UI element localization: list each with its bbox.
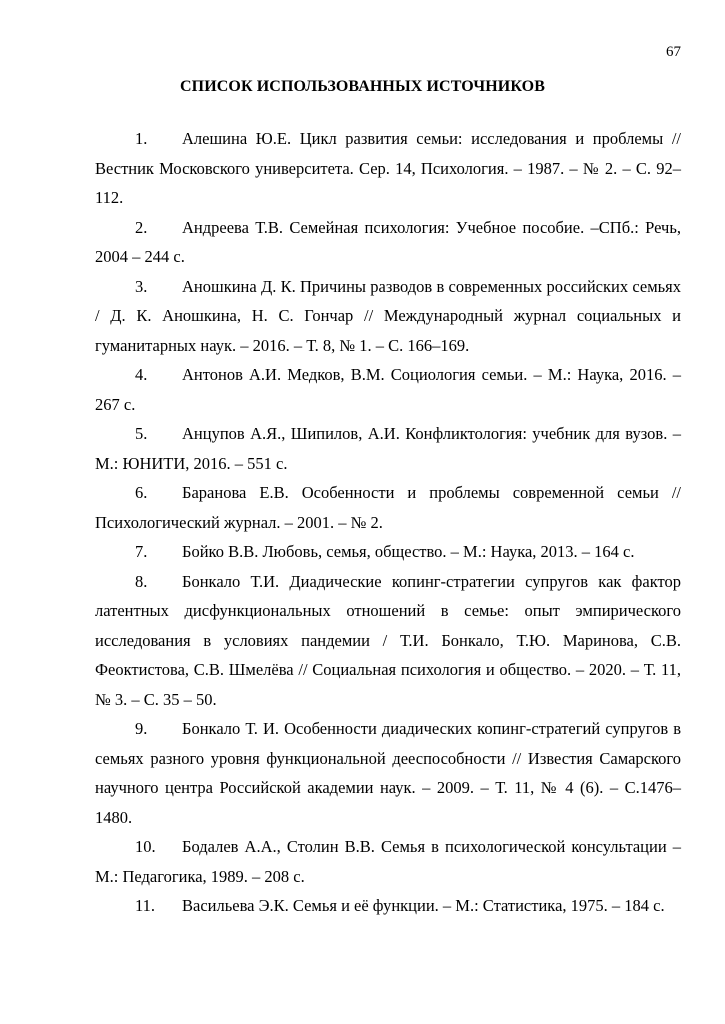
reference-item [95, 714, 681, 832]
reference-text: Васильева Э.К. Семья и её функции. – М.: Статистика, 1975. – 184 с. [182, 896, 665, 915]
reference-item [95, 213, 681, 272]
reference-item [95, 567, 681, 715]
reference-item [95, 891, 681, 921]
reference-number: 4. [135, 365, 148, 384]
reference-text: Бодалев А.А., Столин В.В. Семья в психологической консультации – М.: Педагогика, 1989. – 208 с. [95, 837, 681, 886]
reference-number: 6. [135, 483, 148, 502]
reference-text: Аношкина Д. К. Причины разводов в современных российских семьях / Д. К. Аношкина, Н. С. Гончар // Международный журнал социальных и гуманитарных наук. – 2016. – Т. 8, № 1. – С. 166–169. [95, 276, 681, 355]
reference-number: 5. [135, 424, 148, 443]
reference-number: 11. [135, 896, 156, 915]
reference-item [95, 537, 681, 567]
reference-number: 3. [135, 276, 148, 296]
reference-text: Баранова Е.В. Особенности и проблемы современной семьи // Психологический журнал. – 2001. – № 2. [95, 483, 681, 532]
reference-text: Анцупов А.Я., Шипилов, А.И. Конфликтология: учебник для вузов. – М.: ЮНИТИ, 2016. – 551 с. [95, 424, 681, 473]
reference-list [95, 124, 681, 921]
reference-number: 7. [135, 542, 148, 561]
reference-number: 2. [135, 217, 148, 237]
reference-number: 1. [135, 129, 148, 148]
reference-number: 10. [135, 837, 156, 856]
reference-text: Андреева Т.В. Семейная психология: Учебное пособие. –СПб.: Речь, 2004 – 244 с. [95, 217, 681, 266]
reference-text: Алешина Ю.Е. Цикл развития семьи: исследования и проблемы // Вестник Московского университета. Сер. 14, Психология. – 1987. – № 2. – С. 92–112. [95, 129, 681, 207]
reference-item [95, 360, 681, 419]
reference-text: Бойко В.В. Любовь, семья, общество. – М.: Наука, 2013. – 164 с. [182, 542, 635, 561]
page-title: СПИСОК ИСПОЛЬЗОВАННЫХ ИСТОЧНИКОВ [180, 78, 545, 95]
reference-item [95, 832, 681, 891]
reference-item [95, 124, 681, 213]
reference-text: Антонов А.И. Медков, В.М. Социология семьи. – М.: Наука, 2016. – 267 с. [95, 365, 681, 414]
page-number: 67 [666, 44, 681, 60]
reference-text: Бонкало Т. И. Особенности диадических копинг-стратегий супругов в семьях разного уровня функциональной дееспособности // Известия Самарского научного центра Российской академии наук. – 2009. – Т. 11, № 4 (6). – С.1476– 1480. [95, 719, 681, 827]
reference-item [95, 419, 681, 478]
reference-item [95, 272, 681, 361]
reference-number: 8. [135, 571, 148, 591]
reference-item [95, 478, 681, 537]
reference-number: 9. [135, 719, 148, 738]
reference-text: Бонкало Т.И. Диадические копинг-стратегии супругов как фактор латентных дисфункциональных отношений в семье: опыт эмпирического исследования в условиях пандемии / Т.И. Бонкало, Т.Ю. Маринова, С.В. Феоктистова, С.В. Шмелёва // Социальная психология и общество. – 2020. – Т. 11, № 3. – С. 35 – 50. [95, 571, 681, 709]
